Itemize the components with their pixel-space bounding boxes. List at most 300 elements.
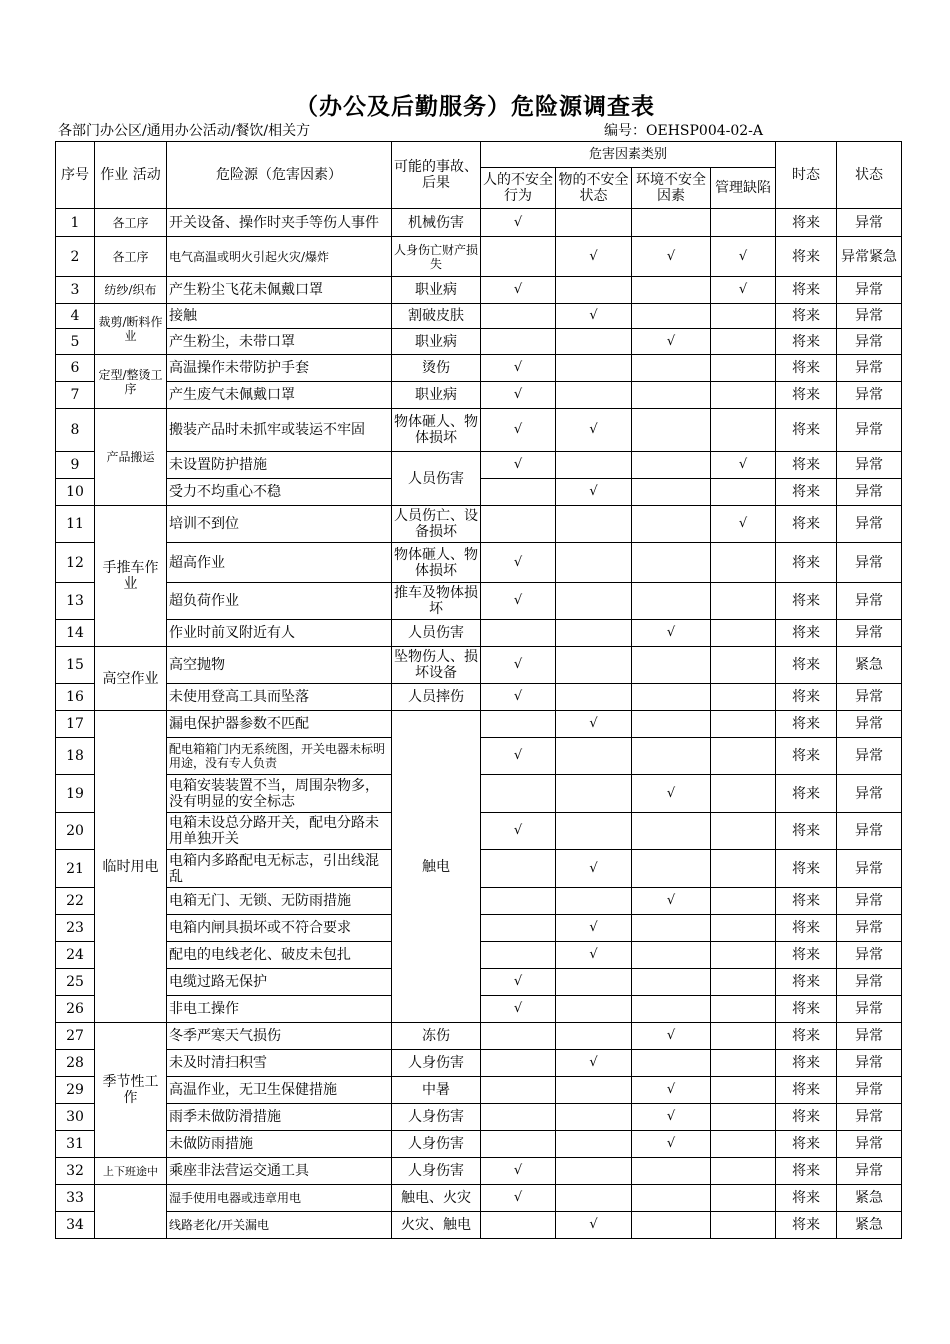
check-mgmt [711,1050,776,1077]
check-env [632,942,711,969]
row-number: 28 [56,1050,95,1077]
row-number: 20 [56,813,95,850]
hazard-cell: 电箱内多路配电无标志，引出线混乱 [167,850,392,888]
row-number: 11 [56,506,95,543]
check-mgmt [711,738,776,775]
check-mgmt [711,942,776,969]
check-mgmt [711,813,776,850]
header-hazard: 危险源（危害因素） [167,142,392,209]
tense-cell: 将来 [776,329,837,355]
hazard-cell: 电气高温或明火引起火灾/爆炸 [167,237,392,277]
check-env [632,304,711,329]
check-mgmt [711,1077,776,1104]
tense-cell: 将来 [776,850,837,888]
check-env [632,684,711,711]
consequence-cell: 人身伤亡财产损失 [392,237,481,277]
check-env [632,996,711,1023]
hazard-cell: 线路老化/开关漏电 [167,1212,392,1239]
check-mgmt [711,382,776,409]
row-number: 30 [56,1104,95,1131]
status-cell: 异常 [837,543,902,583]
status-cell: 异常 [837,888,902,915]
tense-cell: 将来 [776,1104,837,1131]
check-unsafe-act: √ [481,543,556,583]
consequence-cell: 触电、火灾 [392,1185,481,1212]
check-unsafe-state [556,277,632,304]
consequence-cell: 物体砸人、物体损坏 [392,543,481,583]
tense-cell: 将来 [776,969,837,996]
check-unsafe-state: √ [556,1050,632,1077]
check-unsafe-act: √ [481,409,556,452]
check-unsafe-act [481,942,556,969]
table-row [56,647,902,684]
check-unsafe-state [556,1185,632,1212]
check-mgmt [711,1158,776,1185]
status-cell: 异常 [837,382,902,409]
check-env [632,479,711,506]
tense-cell: 将来 [776,620,837,647]
check-env [632,711,711,738]
header-env: 环境不安全因素 [632,168,711,209]
check-unsafe-state [556,452,632,479]
check-unsafe-act [481,1131,556,1158]
check-unsafe-act: √ [481,452,556,479]
table-row [56,304,902,329]
check-mgmt [711,969,776,996]
row-number: 10 [56,479,95,506]
status-cell: 异常 [837,304,902,329]
check-mgmt [711,888,776,915]
tense-cell: 将来 [776,304,837,329]
check-unsafe-state: √ [556,942,632,969]
check-env: √ [632,620,711,647]
hazard-cell: 开关设备、操作时夹手等伤人事件 [167,209,392,237]
check-env [632,850,711,888]
check-unsafe-act [481,506,556,543]
status-cell: 异常 [837,996,902,1023]
hazard-cell: 超负荷作业 [167,583,392,620]
row-number: 23 [56,915,95,942]
check-env [632,1050,711,1077]
activity-cell [95,1185,167,1239]
tense-cell: 将来 [776,775,837,813]
tense-cell: 将来 [776,1185,837,1212]
consequence-cell: 中暑 [392,1077,481,1104]
check-mgmt [711,915,776,942]
row-number: 1 [56,209,95,237]
check-unsafe-act: √ [481,1185,556,1212]
row-number: 21 [56,850,95,888]
hazard-cell: 未使用登高工具而坠落 [167,684,392,711]
table-row [56,1023,902,1050]
consequence-cell: 人身伤害 [392,1104,481,1131]
tense-cell: 将来 [776,738,837,775]
status-cell: 异常 [837,813,902,850]
check-env [632,355,711,382]
table-row [56,1185,902,1212]
check-mgmt [711,1185,776,1212]
check-unsafe-act [481,620,556,647]
check-unsafe-state [556,813,632,850]
hazard-cell: 雨季未做防滑措施 [167,1104,392,1131]
row-number: 3 [56,277,95,304]
check-unsafe-act [481,1050,556,1077]
status-cell: 异常 [837,711,902,738]
check-unsafe-act: √ [481,355,556,382]
row-number: 9 [56,452,95,479]
activity-cell: 临时用电 [95,711,167,1023]
status-cell: 异常 [837,479,902,506]
check-env: √ [632,1131,711,1158]
check-unsafe-state [556,583,632,620]
hazard-cell: 漏电保护器参数不匹配 [167,711,392,738]
row-number: 19 [56,775,95,813]
check-unsafe-act: √ [481,209,556,237]
header-consequence: 可能的事故、后果 [392,142,481,209]
header-unsafe-act: 人的不安全行为 [481,168,556,209]
hazard-table [55,141,902,1239]
check-env [632,583,711,620]
check-unsafe-act [481,1104,556,1131]
check-unsafe-act: √ [481,1158,556,1185]
check-unsafe-state [556,1104,632,1131]
header-unsafe-state: 物的不安全状态 [556,168,632,209]
hazard-cell: 电箱内闸具损坏或不符合要求 [167,915,392,942]
tense-cell: 将来 [776,506,837,543]
hazard-cell: 受力不均重心不稳 [167,479,392,506]
consequence-cell: 触电 [392,711,481,1023]
status-cell: 异常 [837,684,902,711]
check-env: √ [632,1104,711,1131]
document-code: 编号：OEHSP004-02-A [604,123,764,139]
status-cell: 异常 [837,738,902,775]
table-row [56,452,902,479]
hazard-cell: 未设置防护措施 [167,452,392,479]
row-number: 24 [56,942,95,969]
hazard-cell: 配电的电线老化、破皮未包扎 [167,942,392,969]
check-unsafe-state [556,620,632,647]
tense-cell: 将来 [776,409,837,452]
check-env [632,277,711,304]
tense-cell: 将来 [776,996,837,1023]
status-cell: 异常 [837,1158,902,1185]
header-seq: 序号 [56,142,95,209]
check-env [632,506,711,543]
table-row [56,382,902,409]
consequence-cell: 人身伤害 [392,1050,481,1077]
row-number: 18 [56,738,95,775]
check-unsafe-state [556,996,632,1023]
check-mgmt [711,1023,776,1050]
tense-cell: 将来 [776,1050,837,1077]
check-mgmt [711,711,776,738]
activity-cell: 纺纱/织布 [95,277,167,304]
row-number: 8 [56,409,95,452]
check-unsafe-state [556,1023,632,1050]
check-unsafe-state [556,888,632,915]
tense-cell: 将来 [776,479,837,506]
hazard-cell: 未及时清扫积雪 [167,1050,392,1077]
row-number: 22 [56,888,95,915]
row-number: 25 [56,969,95,996]
consequence-cell: 人员摔伤 [392,684,481,711]
check-mgmt: √ [711,506,776,543]
check-unsafe-state [556,1077,632,1104]
row-number: 16 [56,684,95,711]
table-row [56,543,902,583]
check-env [632,452,711,479]
check-unsafe-act [481,1212,556,1239]
check-mgmt [711,647,776,684]
check-unsafe-state [556,543,632,583]
consequence-cell: 人身伤害 [392,1158,481,1185]
status-cell: 紧急 [837,1185,902,1212]
status-cell: 异常 [837,409,902,452]
hazard-cell: 培训不到位 [167,506,392,543]
tense-cell: 将来 [776,711,837,738]
tense-cell: 将来 [776,942,837,969]
hazard-cell: 作业时前叉附近有人 [167,620,392,647]
activity-cell: 产品搬运 [95,409,167,506]
check-env: √ [632,1077,711,1104]
status-cell: 异常 [837,620,902,647]
table-row [56,277,902,304]
check-env [632,647,711,684]
check-env [632,409,711,452]
check-env [632,813,711,850]
consequence-cell: 职业病 [392,382,481,409]
check-unsafe-state: √ [556,237,632,277]
check-unsafe-act: √ [481,277,556,304]
check-mgmt [711,1104,776,1131]
page-title: （办公及后勤服务）危险源调查表 [295,93,655,120]
check-env [632,209,711,237]
status-cell: 异常 [837,969,902,996]
activity-cell: 上下班途中 [95,1158,167,1185]
table-row [56,620,902,647]
check-mgmt [711,479,776,506]
check-mgmt [711,409,776,452]
hazard-cell: 高空抛物 [167,647,392,684]
status-cell: 异常 [837,942,902,969]
status-cell: 紧急 [837,647,902,684]
check-unsafe-act [481,329,556,355]
header-category: 危害因素类别 [481,142,776,168]
activity-cell: 定型/整烫工序 [95,355,167,409]
check-mgmt [711,304,776,329]
check-env [632,969,711,996]
hazard-cell: 产生粉尘飞花未佩戴口罩 [167,277,392,304]
table-row [56,237,902,277]
check-unsafe-act [481,775,556,813]
check-mgmt: √ [711,237,776,277]
row-number: 6 [56,355,95,382]
tense-cell: 将来 [776,684,837,711]
row-number: 2 [56,237,95,277]
hazard-cell: 电箱无门、无锁、无防雨措施 [167,888,392,915]
check-mgmt: √ [711,452,776,479]
status-cell: 异常紧急 [837,237,902,277]
row-number: 17 [56,711,95,738]
hazard-cell: 高温操作未带防护手套 [167,355,392,382]
status-cell: 异常 [837,277,902,304]
hazard-cell: 电箱未设总分路开关，配电分路未用单独开关 [167,813,392,850]
check-unsafe-act [481,850,556,888]
activity-cell: 高空作业 [95,647,167,711]
check-env: √ [632,329,711,355]
table-row [56,684,902,711]
tense-cell: 将来 [776,1158,837,1185]
row-number: 27 [56,1023,95,1050]
hazard-cell: 高温作业，无卫生保健措施 [167,1077,392,1104]
activity-cell: 各工序 [95,237,167,277]
check-unsafe-act: √ [481,738,556,775]
check-env [632,1212,711,1239]
check-unsafe-state [556,684,632,711]
check-mgmt: √ [711,277,776,304]
check-mgmt [711,209,776,237]
check-unsafe-act: √ [481,684,556,711]
check-env [632,738,711,775]
table-row [56,1104,902,1131]
row-number: 33 [56,1185,95,1212]
check-unsafe-act [481,711,556,738]
check-unsafe-act: √ [481,647,556,684]
check-mgmt [711,1212,776,1239]
status-cell: 异常 [837,850,902,888]
check-unsafe-state [556,738,632,775]
status-cell: 异常 [837,1077,902,1104]
tense-cell: 将来 [776,452,837,479]
hazard-cell: 电缆过路无保护 [167,969,392,996]
activity-cell: 各工序 [95,209,167,237]
check-mgmt [711,329,776,355]
table-row [56,209,902,237]
status-cell: 异常 [837,1131,902,1158]
check-unsafe-state [556,506,632,543]
check-unsafe-act: √ [481,813,556,850]
tense-cell: 将来 [776,543,837,583]
check-env [632,543,711,583]
hazard-cell: 电箱安装装置不当，周围杂物多，没有明显的安全标志 [167,775,392,813]
hazard-cell: 非电工操作 [167,996,392,1023]
check-unsafe-state: √ [556,850,632,888]
table-row [56,1158,902,1185]
row-number: 13 [56,583,95,620]
header-mgmt: 管理缺陷 [711,168,776,209]
check-mgmt [711,620,776,647]
row-number: 12 [56,543,95,583]
consequence-cell: 人员伤亡、设备损坏 [392,506,481,543]
table-row [56,355,902,382]
check-unsafe-state [556,775,632,813]
check-unsafe-act [481,915,556,942]
consequence-cell: 物体砸人、物体损坏 [392,409,481,452]
row-number: 31 [56,1131,95,1158]
consequence-cell: 人员伤害 [392,452,481,506]
tense-cell: 将来 [776,888,837,915]
check-unsafe-state [556,209,632,237]
tense-cell: 将来 [776,1077,837,1104]
consequence-cell: 人员伤害 [392,620,481,647]
consequence-cell: 职业病 [392,277,481,304]
status-cell: 紧急 [837,1212,902,1239]
consequence-cell: 割破皮肤 [392,304,481,329]
row-number: 26 [56,996,95,1023]
check-unsafe-state [556,382,632,409]
row-number: 29 [56,1077,95,1104]
tense-cell: 将来 [776,209,837,237]
check-unsafe-state: √ [556,479,632,506]
row-number: 5 [56,329,95,355]
check-unsafe-act [481,888,556,915]
consequence-cell: 推车及物体损坏 [392,583,481,620]
row-number: 32 [56,1158,95,1185]
tense-cell: 将来 [776,355,837,382]
document-subtitle: 各部门办公区/通用办公活动/餐饮/相关方 [58,123,311,139]
check-unsafe-act [481,237,556,277]
status-cell: 异常 [837,355,902,382]
check-mgmt [711,1131,776,1158]
activity-cell: 季节性工作 [95,1023,167,1158]
check-unsafe-state: √ [556,915,632,942]
table-row [56,1131,902,1158]
check-unsafe-act: √ [481,969,556,996]
check-mgmt [711,355,776,382]
check-env: √ [632,1023,711,1050]
check-unsafe-state [556,355,632,382]
check-unsafe-state: √ [556,711,632,738]
tense-cell: 将来 [776,1131,837,1158]
row-number: 14 [56,620,95,647]
check-unsafe-state: √ [556,409,632,452]
row-number: 7 [56,382,95,409]
consequence-cell: 机械伤害 [392,209,481,237]
check-unsafe-state [556,969,632,996]
consequence-cell: 坠物伤人、损坏设备 [392,647,481,684]
check-mgmt [711,684,776,711]
check-env [632,1158,711,1185]
hazard-cell: 接触 [167,304,392,329]
table-row [56,583,902,620]
table-row [56,711,902,738]
hazard-cell: 超高作业 [167,543,392,583]
tense-cell: 将来 [776,813,837,850]
table-row [56,409,902,452]
check-env: √ [632,888,711,915]
check-mgmt [711,543,776,583]
tense-cell: 将来 [776,237,837,277]
hazard-cell: 湿手使用电器或违章用电 [167,1185,392,1212]
check-unsafe-act: √ [481,583,556,620]
status-cell: 异常 [837,583,902,620]
consequence-cell: 烫伤 [392,355,481,382]
check-mgmt [711,775,776,813]
table-row [56,1077,902,1104]
table-row [56,506,902,543]
status-cell: 异常 [837,452,902,479]
status-cell: 异常 [837,209,902,237]
row-number: 15 [56,647,95,684]
status-cell: 异常 [837,506,902,543]
check-unsafe-act: √ [481,382,556,409]
tense-cell: 将来 [776,382,837,409]
tense-cell: 将来 [776,915,837,942]
consequence-cell: 火灾、触电 [392,1212,481,1239]
check-unsafe-state [556,647,632,684]
hazard-cell: 配电箱箱门内无系统图，开关电器未标明用途，没有专人负责 [167,738,392,775]
status-cell: 异常 [837,1023,902,1050]
